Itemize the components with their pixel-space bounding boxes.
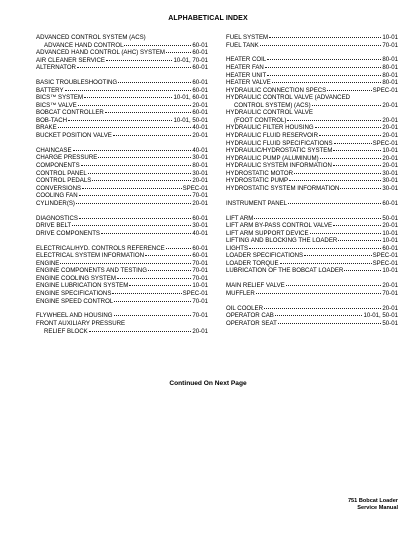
index-gap	[226, 275, 398, 282]
index-entry-page: 10-01, 50-01	[173, 116, 208, 124]
index-entry-text: ELECTRICAL/HYD. CONTROLS REFERENCE	[36, 244, 165, 252]
index-entry-text: CHAINCASE	[36, 146, 72, 154]
index-entry-page: 20-01	[192, 327, 208, 335]
index-entry-text: HEATER UNIT	[226, 71, 267, 79]
index-entry-page: 20-01	[192, 177, 208, 185]
index-entry-page: 70-01	[192, 274, 208, 282]
index-entry-page: 70-01	[192, 312, 208, 320]
index-entry-page: 20-01	[382, 304, 398, 312]
dot-leader	[166, 52, 191, 53]
index-gap	[226, 192, 398, 199]
index-gap	[226, 49, 398, 56]
index-entry-text: ADVANCED HAND CONTROL (AHC) SYSTEM	[36, 49, 165, 57]
index-entry-page: 10-01	[382, 34, 398, 41]
index-entry[interactable]	[226, 267, 398, 275]
index-entry-page: 20-01	[382, 162, 398, 170]
dot-leader	[278, 323, 382, 324]
index-entry-page: 40-01	[192, 124, 208, 132]
index-entry-text: CONVERSIONS	[36, 184, 82, 192]
index-entry-page: 60-01	[192, 244, 208, 252]
index-entry[interactable]	[226, 56, 398, 64]
index-entry[interactable]	[226, 260, 398, 268]
page-footer	[348, 498, 398, 512]
index-entry[interactable]	[36, 328, 208, 336]
index-entry[interactable]	[36, 154, 208, 162]
index-entry-text: HYDRAULIC/HYDROSTATIC SYSTEM	[226, 147, 333, 155]
index-entry-text: BICS™ VALVE	[36, 101, 77, 109]
dot-leader	[114, 315, 192, 316]
index-entry[interactable]	[226, 312, 398, 320]
dot-leader	[101, 233, 191, 234]
index-entry[interactable]	[226, 177, 398, 185]
index-entry[interactable]	[36, 290, 208, 298]
index-entry-text: BOB-TACH	[36, 116, 68, 124]
index-entry[interactable]	[226, 305, 398, 313]
index-entry-text: ENGINE	[36, 259, 60, 267]
index-entry[interactable]	[226, 109, 398, 117]
index-entry-text: RELIEF BLOCK	[44, 327, 88, 335]
index-entry[interactable]	[36, 87, 208, 95]
index-entry-page: 60-01	[192, 64, 208, 72]
index-entry-page: 10-01	[382, 229, 398, 237]
dot-leader	[256, 293, 382, 294]
dot-leader	[112, 293, 181, 294]
dot-leader	[272, 82, 382, 83]
dot-leader	[287, 120, 381, 121]
dot-leader	[269, 37, 381, 38]
index-entry-text: HEATER FAN	[226, 64, 264, 72]
index-entry[interactable]	[36, 49, 208, 57]
index-entry[interactable]	[226, 64, 398, 72]
index-entry-page: 30-01	[192, 169, 208, 177]
index-entry[interactable]	[36, 245, 208, 253]
dot-leader	[73, 150, 192, 151]
index-entry-text: HYDRAULIC CONTROL VALVE	[226, 109, 313, 117]
index-entry-page: 60-01	[192, 49, 208, 57]
index-entry[interactable]	[36, 64, 208, 72]
index-entry[interactable]	[226, 290, 398, 298]
dot-leader	[267, 59, 381, 60]
index-entry-text: DIAGNOSTICS	[36, 214, 78, 222]
index-entry[interactable]	[36, 260, 208, 268]
index-entry-page: 10-01	[382, 147, 398, 155]
index-entry[interactable]	[226, 94, 398, 102]
index-entry-page: 80-01	[192, 161, 208, 169]
index-entry[interactable]	[36, 117, 208, 125]
index-entry-text: FLYWHEEL AND HOUSING	[36, 312, 113, 320]
dot-leader	[333, 165, 382, 166]
index-entry[interactable]	[226, 162, 398, 170]
dot-leader	[84, 97, 172, 98]
index-entry[interactable]	[36, 298, 208, 306]
index-entry[interactable]	[36, 57, 208, 65]
dot-leader	[98, 157, 191, 158]
index-entry-page: 10-01, 60-01	[173, 94, 208, 102]
dot-leader	[124, 45, 191, 46]
dot-leader	[129, 285, 191, 286]
index-entry-text: HYDRAULIC FLUID SPECIFICATIONS	[226, 139, 333, 147]
dot-leader	[304, 255, 372, 256]
index-entry-text: LUBRICATION OF THE BOBCAT LOADER	[226, 267, 344, 275]
index-entry-page: 60-01	[192, 86, 208, 94]
dot-leader	[145, 255, 191, 256]
index-entry[interactable]	[36, 230, 208, 238]
index-entry-page: 80-01	[382, 71, 398, 79]
index-entry-page: 70-01	[192, 267, 208, 275]
index-entry-page: 50-01	[382, 320, 398, 327]
index-entry-page: 20-01	[382, 124, 398, 132]
dot-leader	[82, 188, 182, 189]
index-entry[interactable]	[226, 170, 398, 178]
index-entry[interactable]	[36, 132, 208, 140]
index-entry[interactable]	[226, 200, 398, 208]
dot-leader	[78, 105, 192, 106]
index-entry-text: FUEL SYSTEM	[226, 34, 269, 41]
index-gap	[36, 72, 208, 79]
dot-leader	[280, 263, 372, 264]
dot-leader	[92, 180, 191, 181]
dot-leader	[76, 203, 191, 204]
index-entry[interactable]	[36, 275, 208, 283]
index-entry-page: 30-01	[382, 177, 398, 185]
index-entry-text: LOADER SPECIFICATIONS	[226, 252, 304, 260]
index-entry[interactable]	[226, 147, 398, 155]
dot-leader	[166, 248, 192, 249]
index-column-right	[226, 34, 398, 328]
index-entry-page: 60-01	[192, 252, 208, 260]
dot-leader	[105, 112, 192, 113]
dot-leader	[289, 180, 381, 181]
dot-leader	[106, 60, 172, 61]
index-entry-text: ADVANCED CONTROL SYSTEM (ACS)	[36, 34, 146, 41]
index-entry[interactable]	[36, 170, 208, 178]
index-entry-text: HYDROSTATIC SYSTEM INFORMATION	[226, 184, 340, 192]
index-entry-text: AIR CLEANER SERVICE	[36, 56, 105, 64]
index-entry-page: 60-01	[192, 109, 208, 117]
index-entry-page: 30-01	[192, 154, 208, 162]
index-entry-page: SPEC-01	[372, 259, 398, 267]
dot-leader	[249, 248, 381, 249]
index-entry-page: 10-01	[382, 237, 398, 245]
dot-leader	[333, 150, 381, 151]
dot-leader	[117, 278, 191, 279]
index-entry[interactable]	[226, 117, 398, 125]
index-entry-text: CONTROL SYSTEM) (ACS)	[234, 101, 311, 109]
index-entry[interactable]	[36, 267, 208, 275]
index-entry[interactable]	[226, 132, 398, 140]
index-gap	[36, 207, 208, 214]
index-entry-text: LIFT ARM	[226, 214, 254, 222]
index-entry-text: OPERATOR SEAT	[226, 320, 277, 327]
dot-leader	[338, 240, 381, 241]
index-entry[interactable]	[226, 102, 398, 110]
index-entry[interactable]	[226, 222, 398, 230]
dot-leader	[60, 263, 191, 264]
index-gap	[36, 140, 208, 147]
dot-leader	[114, 301, 191, 302]
index-gap	[226, 298, 398, 305]
index-entry[interactable]	[226, 237, 398, 245]
dot-leader	[288, 203, 381, 204]
index-entry-text: BATTERY	[36, 86, 64, 94]
index-entry[interactable]	[36, 162, 208, 170]
index-entry-page: 20-01	[382, 116, 398, 124]
dot-leader	[334, 143, 372, 144]
index-entry-text: CYLINDER(S)	[36, 199, 75, 207]
index-entry-text: MAIN RELIEF VALVE	[226, 282, 285, 290]
index-entry[interactable]	[226, 79, 398, 87]
index-gap	[226, 207, 398, 214]
dot-leader	[254, 218, 381, 219]
index-entry-page: 70-01	[192, 259, 208, 267]
index-entry-text: OPERATOR CAB	[226, 312, 274, 320]
index-entry[interactable]	[226, 72, 398, 80]
index-entry[interactable]	[226, 124, 398, 132]
index-entry-page: 20-01	[192, 199, 208, 207]
index-entry-text: HYDRAULIC CONTROL VALVE (ADVANCED	[226, 94, 351, 102]
dot-leader	[319, 135, 381, 136]
index-entry-page: 20-01	[192, 131, 208, 139]
continued-note: Continued On Next Page	[169, 380, 247, 387]
dot-leader	[340, 188, 381, 189]
index-entry-page: 20-01	[192, 101, 208, 109]
index-entry-page: 60-01	[382, 244, 398, 252]
index-entry[interactable]	[36, 222, 208, 230]
index-entry-page: 80-01	[382, 79, 398, 87]
index-entry[interactable]	[36, 124, 208, 132]
index-entry-text: BASIC TROUBLESHOOTING	[36, 79, 118, 87]
index-entry-page: 70-01	[382, 41, 398, 49]
index-entry-page: 30-01	[382, 184, 398, 192]
index-entry-text: FUEL TANK	[226, 41, 259, 49]
index-entry[interactable]	[36, 252, 208, 260]
index-entry[interactable]	[36, 34, 208, 42]
dot-leader	[260, 45, 382, 46]
index-entry-page: 20-01	[382, 131, 398, 139]
index-entry[interactable]	[36, 200, 208, 208]
dot-leader	[88, 173, 192, 174]
index-entry-text: BRAKE	[36, 124, 57, 132]
index-gap	[36, 305, 208, 312]
index-entry-page: 50-01	[382, 214, 398, 222]
index-entry-text: DRIVE COMPONENTS	[36, 229, 100, 237]
index-entry-page: 60-01	[192, 79, 208, 87]
index-title: ALPHABETICAL INDEX	[168, 15, 248, 22]
index-entry-page: SPEC-01	[372, 252, 398, 260]
index-entry-page: SPEC-01	[372, 86, 398, 94]
dot-leader	[265, 67, 382, 68]
dot-leader	[315, 127, 382, 128]
dot-leader	[310, 233, 382, 234]
index-entry[interactable]	[36, 177, 208, 185]
index-entry-text: ENGINE LUBRICATION SYSTEM	[36, 282, 129, 290]
index-entry[interactable]	[36, 215, 208, 223]
index-entry-text: HYDRAULIC SYSTEM INFORMATION	[226, 162, 332, 170]
index-entry-text: LIGHTS	[226, 244, 249, 252]
dot-leader	[267, 75, 381, 76]
footer-model: 751 Bobcat Loader	[347, 498, 398, 504]
index-entry[interactable]	[226, 320, 398, 328]
dot-leader	[72, 225, 191, 226]
dot-leader	[79, 195, 192, 196]
index-entry-text: (FOOT CONTROL)	[234, 116, 287, 124]
index-entry-text: ENGINE SPEED CONTROL	[36, 297, 114, 305]
index-entry-page: 40-01	[192, 146, 208, 154]
index-entry-text: BICS™ SYSTEM	[36, 94, 84, 102]
index-entry-page: 20-01	[382, 154, 398, 162]
index-entry-text: HYDRAULIC CONNECTION SPECS	[226, 86, 327, 94]
index-entry[interactable]	[226, 155, 398, 163]
dot-leader	[81, 165, 192, 166]
index-entry-page: 60-01	[192, 41, 208, 49]
index-entry-text: OIL COOLER	[226, 304, 264, 312]
index-entry-page: 20-01	[382, 282, 398, 290]
index-entry[interactable]	[226, 252, 398, 260]
index-entry[interactable]	[226, 215, 398, 223]
index-entry[interactable]	[226, 34, 398, 42]
index-entry-text: CONTROL PANEL	[36, 169, 87, 177]
index-entry[interactable]	[226, 282, 398, 290]
index-entry-text: ENGINE COOLING SYSTEM	[36, 274, 116, 282]
index-entry-text: COMPONENTS	[36, 161, 80, 169]
index-entry[interactable]	[36, 320, 208, 328]
index-entry-text: FRONT AUXILIARY PRESSURE	[36, 320, 126, 327]
index-entry-page: 30-01	[192, 222, 208, 230]
index-entry-page: 20-01	[382, 101, 398, 109]
index-entry[interactable]	[226, 230, 398, 238]
index-entry-text: BOBCAT CONTROLLER	[36, 109, 104, 117]
dot-leader	[148, 270, 191, 271]
dot-leader	[113, 135, 192, 136]
index-entry-page: 60-01	[192, 214, 208, 222]
index-entry-page: SPEC-01	[372, 139, 398, 147]
index-entry-text: LIFTING AND BLOCKING THE LOADER	[226, 237, 338, 245]
dot-leader	[327, 90, 371, 91]
index-entry-text: INSTRUMENT PANEL	[226, 199, 288, 207]
dot-leader	[344, 270, 381, 271]
dot-leader	[118, 82, 191, 83]
index-entry-text: DRIVE BELT	[36, 222, 72, 230]
index-entry[interactable]	[226, 185, 398, 193]
index-entry-text: HYDROSTATIC PUMP	[226, 177, 289, 185]
index-entry-text: HYDROSTATIC MOTOR	[226, 169, 294, 177]
index-entry[interactable]	[36, 192, 208, 200]
index-entry-page: 10-01	[192, 282, 208, 290]
dot-leader	[79, 218, 191, 219]
dot-leader	[275, 315, 363, 316]
index-entry-page: 70-01	[382, 289, 398, 297]
dot-leader	[294, 173, 381, 174]
dot-leader	[320, 158, 382, 159]
index-entry-page: 40-01	[192, 229, 208, 237]
index-entry-text: HEATER VALVE	[226, 79, 271, 87]
index-entry-text: ALTERNATOR	[36, 64, 76, 72]
index-entry-text: LIFT ARM BY-PASS CONTROL VALVE	[226, 222, 333, 230]
dot-leader	[77, 67, 191, 68]
index-entry[interactable]	[36, 79, 208, 87]
index-entry-text: HYDRAULIC FLUID RESERVOIR	[226, 131, 318, 139]
index-entry-page: 10-01	[382, 267, 398, 275]
index-column-left	[36, 34, 208, 335]
index-entry-text: HYDRAULIC PUMP (ALUMINUM)	[226, 154, 319, 162]
index-entry[interactable]	[36, 282, 208, 290]
index-entry-text: HEATER COIL	[226, 56, 267, 64]
index-entry-text: ELECTRICAL SYSTEM INFORMATION	[36, 252, 145, 260]
dot-leader	[65, 90, 192, 91]
index-entry-text: CONTROL PEDALS	[36, 177, 92, 185]
dot-leader	[264, 308, 381, 309]
index-entry[interactable]	[36, 185, 208, 193]
index-entry[interactable]	[226, 140, 398, 148]
dot-leader	[58, 127, 192, 128]
index-entry-page: 70-01	[192, 297, 208, 305]
index-entry-text: LOADER TORQUE	[226, 259, 279, 267]
index-entry-text: BUCKET POSITION VALVE	[36, 131, 112, 139]
index-entry[interactable]	[226, 87, 398, 95]
dot-leader	[89, 331, 192, 332]
index-entry-page: 80-01	[382, 64, 398, 72]
index-entry-text: ENGINE COMPONENTS AND TESTING	[36, 267, 147, 275]
index-entry[interactable]	[226, 245, 398, 253]
index-entry-text: COOLING FAN	[36, 192, 78, 200]
index-entry-text: ADVANCE HAND CONTROL	[44, 41, 124, 49]
index-entry-page: 80-01	[382, 56, 398, 64]
index-entry[interactable]	[36, 109, 208, 117]
index-entry-text: CHARGE PRESSURE	[36, 154, 98, 162]
index-entry[interactable]	[36, 42, 208, 50]
index-entry[interactable]	[36, 312, 208, 320]
index-entry-page: 60-01	[382, 199, 398, 207]
index-entry-page: SPEC-01	[182, 289, 208, 297]
dot-leader	[68, 120, 172, 121]
index-entry[interactable]	[36, 94, 208, 102]
index-entry-page: 10-01, 70-01	[173, 56, 208, 64]
index-entry-page: 10-01, 50-01	[363, 312, 398, 320]
dot-leader	[333, 225, 381, 226]
index-entry[interactable]	[36, 147, 208, 155]
index-entry-text: MUFFLER	[226, 289, 255, 297]
dot-leader	[312, 105, 382, 106]
index-entry-page: 30-01	[382, 169, 398, 177]
index-entry-page: SPEC-01	[182, 184, 208, 192]
index-entry-page: 20-01	[382, 222, 398, 230]
footer-manual: Service Manual	[357, 505, 398, 511]
dot-leader	[286, 285, 382, 286]
index-gap	[36, 237, 208, 244]
index-entry-text: LIFT ARM SUPPORT DEVICE	[226, 229, 309, 237]
index-entry-text: HYDRAULIC FILTER HOUSING	[226, 124, 314, 132]
index-entry[interactable]	[226, 42, 398, 50]
index-entry-page: 70-01	[192, 192, 208, 200]
index-entry-text: ENGINE SPECIFICATIONS	[36, 289, 112, 297]
index-entry[interactable]	[36, 102, 208, 110]
